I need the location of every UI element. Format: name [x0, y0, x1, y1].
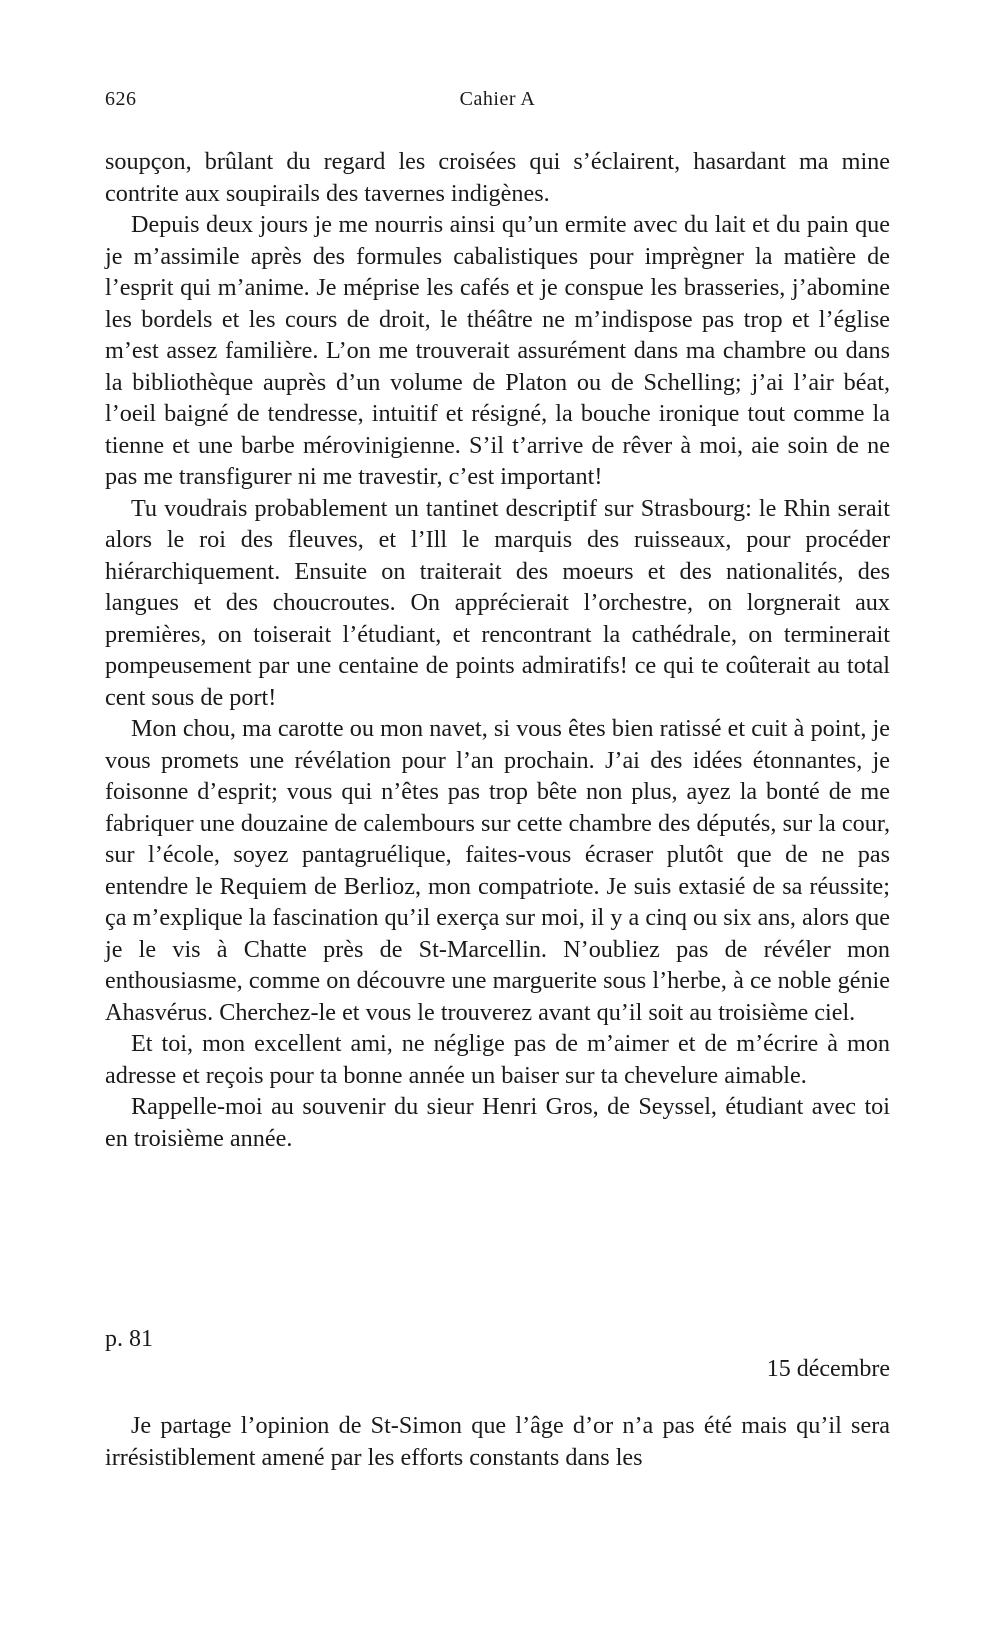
paragraph: Tu voudrais probablement un tantinet descriptif sur Strasbourg: le Rhin serait alors le roi des fleuves, et l’Ill le marquis des ruisseaux, pour procéder hiérarchiquement. Ensuite on traiterait des moeurs et des nationalités, des langues et des choucroutes. On apprécierait l’orchestre, on lorgnerait aux premières, on toiserait l’étudiant, et rencontrant la cathédrale, on terminerait pompeusement par une centaine de points admiratifs! ce qui te coûterait au total cent sous de port! [105, 494, 890, 711]
letter-date: 15 décembre [766, 1356, 890, 1382]
main-text [105, 146, 890, 1154]
page-number: 626 [105, 88, 137, 110]
page-header [105, 88, 890, 118]
paragraph: soupçon, brûlant du regard les croisées qui s’éclairent, hasardant ma mine contrite aux soupirails des tavernes indigènes. [105, 148, 890, 207]
letter-text [105, 1410, 890, 1473]
paragraph: Rappelle-moi au souvenir du sieur Henri Gros, de Seyssel, étudiant avec toi en troisième année. [105, 1093, 890, 1152]
paragraph: Et toi, mon excellent ami, ne néglige pas de m’aimer et de m’écrire à mon adresse et reçois pour ta bonne année un baiser sur ta chevelure aimable. [105, 1030, 890, 1089]
paragraph: Depuis deux jours je me nourris ainsi qu’un ermite avec du lait et du pain que je m’assimile après des formules cabalistiques pour imprègner la matière de l’esprit qui m’anime. Je méprise les cafés et je conspue les brasseries, j’abomine les bordels et les cours de droit, le théâtre ne m’indispose pas trop et l’église m’est assez familière. L’on me trouverait assurément dans ma chambre ou dans la bibliothèque auprès d’un volume de Platon ou de Schelling; j’ai l’air béat, l’oeil baigné de tendresse, intuitif et résigné, la bouche ironique tout comme la tienne et une barbe mérovinigienne. S’il t’arrive de rêver à moi, aie soin de ne pas me transfigurer ni me travestir, c’est important! [105, 211, 890, 490]
running-title: Cahier A [459, 88, 536, 110]
section-reference: p. 81 [105, 1326, 153, 1352]
paragraph: Mon chou, ma carotte ou mon navet, si vous êtes bien ratissé et cuit à point, je vous promets une révélation pour l’an prochain. J’ai des idées étonnantes, je foisonne d’esprit; vous qui n’êtes pas trop bête non plus, ayez la bonté de me fabriquer une douzaine de calembours sur cette chambre des députés, sur la cour, sur l’école, soyez pantagruélique, faites-vous écraser plutôt que de ne pas entendre le Requiem de Berlioz, mon compatriote. Je suis extasié de sa réussite; ça m’explique la fascination qu’il exerça sur moi, il y a cinq ou six ans, alors que je le vis à Chatte près de St-Marcellin. N’oubliez pas de révéler mon enthousiasme, comme on découvre une marguerite sous l’herbe, à ce noble génie Ahasvérus. Cherchez-le et vous le trouverez avant qu’il soit au troisième ciel. [105, 715, 890, 1026]
paragraph: Je partage l’opinion de St-Simon que l’âge d’or n’a pas été mais qu’il sera irrésistiblement amené par les efforts constants dans les [105, 1412, 890, 1471]
